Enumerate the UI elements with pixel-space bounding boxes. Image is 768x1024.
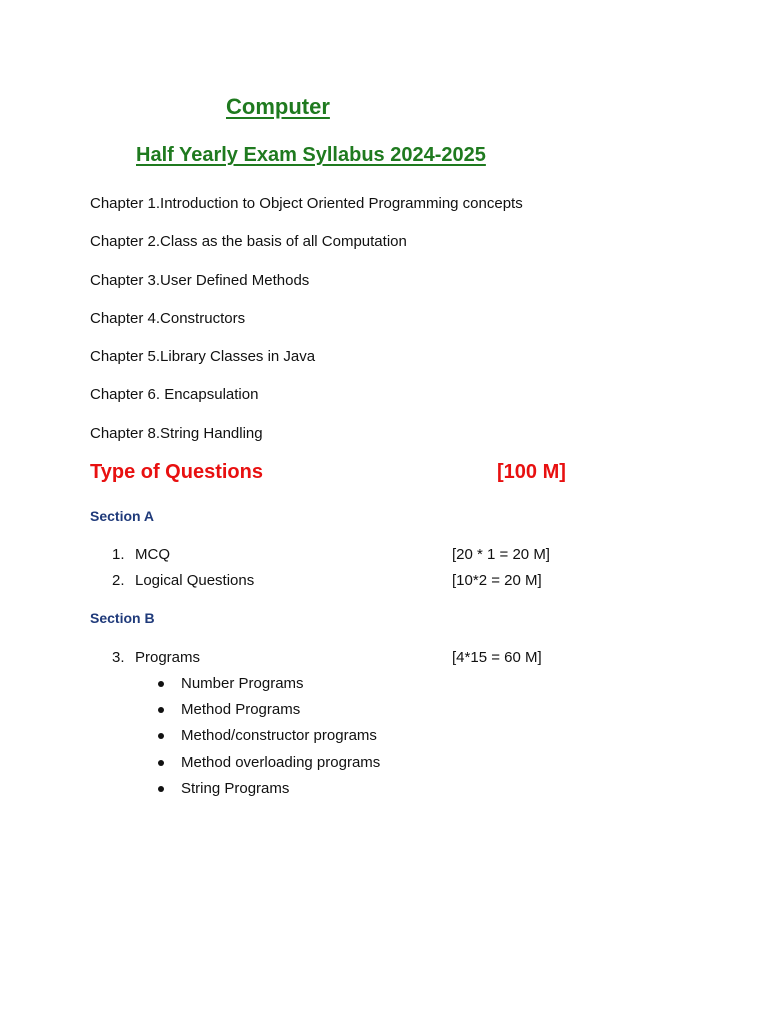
bullet-icon	[158, 707, 164, 713]
section-b-heading: Section B	[90, 610, 155, 626]
program-type-item	[158, 674, 380, 700]
bullet-icon	[158, 681, 164, 687]
program-type-label: Method overloading programs	[181, 753, 381, 771]
question-marks: [4*15 = 60 M]	[452, 649, 542, 666]
question-number: 2.	[112, 572, 125, 589]
question-types-heading	[90, 461, 580, 484]
program-type-label: String Programs	[181, 779, 290, 797]
question-number: 1.	[112, 546, 125, 563]
section-a-heading: Section A	[90, 508, 155, 524]
total-marks: [100 M]	[497, 461, 566, 483]
page-title: Computer	[226, 94, 330, 119]
chapter-item: Chapter 1.Introduction to Object Oriented Programming concepts	[90, 195, 523, 212]
program-type-item	[158, 726, 380, 752]
program-type-list	[158, 674, 380, 805]
chapter-item: Chapter 4.Constructors	[90, 309, 246, 327]
bullet-icon	[158, 760, 164, 766]
program-type-label: Number Programs	[181, 675, 304, 692]
chapter-item: Chapter 6. Encapsulation	[90, 386, 259, 404]
question-marks: [10*2 = 20 M]	[452, 572, 542, 589]
program-type-label: Method/constructor programs	[181, 727, 377, 745]
program-type-item	[158, 779, 380, 805]
program-type-item	[158, 700, 380, 726]
question-number: 3.	[112, 649, 125, 666]
program-type-item	[158, 753, 380, 779]
chapter-list	[90, 194, 523, 462]
chapter-item: Chapter 2.Class as the basis of all Computation	[90, 233, 407, 251]
question-label: Logical Questions	[135, 572, 255, 589]
question-label: MCQ	[135, 546, 170, 563]
question-label: Programs	[135, 649, 201, 666]
page-subtitle: Half Yearly Exam Syllabus 2024-2025	[136, 144, 486, 166]
chapter-item: Chapter 3.User Defined Methods	[90, 271, 310, 289]
bullet-icon	[158, 786, 164, 792]
chapter-item: Chapter 8.String Handling	[90, 424, 263, 442]
question-marks: [20 * 1 = 20 M]	[452, 546, 550, 563]
program-type-label: Method Programs	[181, 701, 301, 719]
chapter-item: Chapter 5.Library Classes in Java	[90, 348, 316, 366]
question-types-label: Type of Questions	[90, 461, 263, 483]
bullet-icon	[158, 733, 164, 739]
